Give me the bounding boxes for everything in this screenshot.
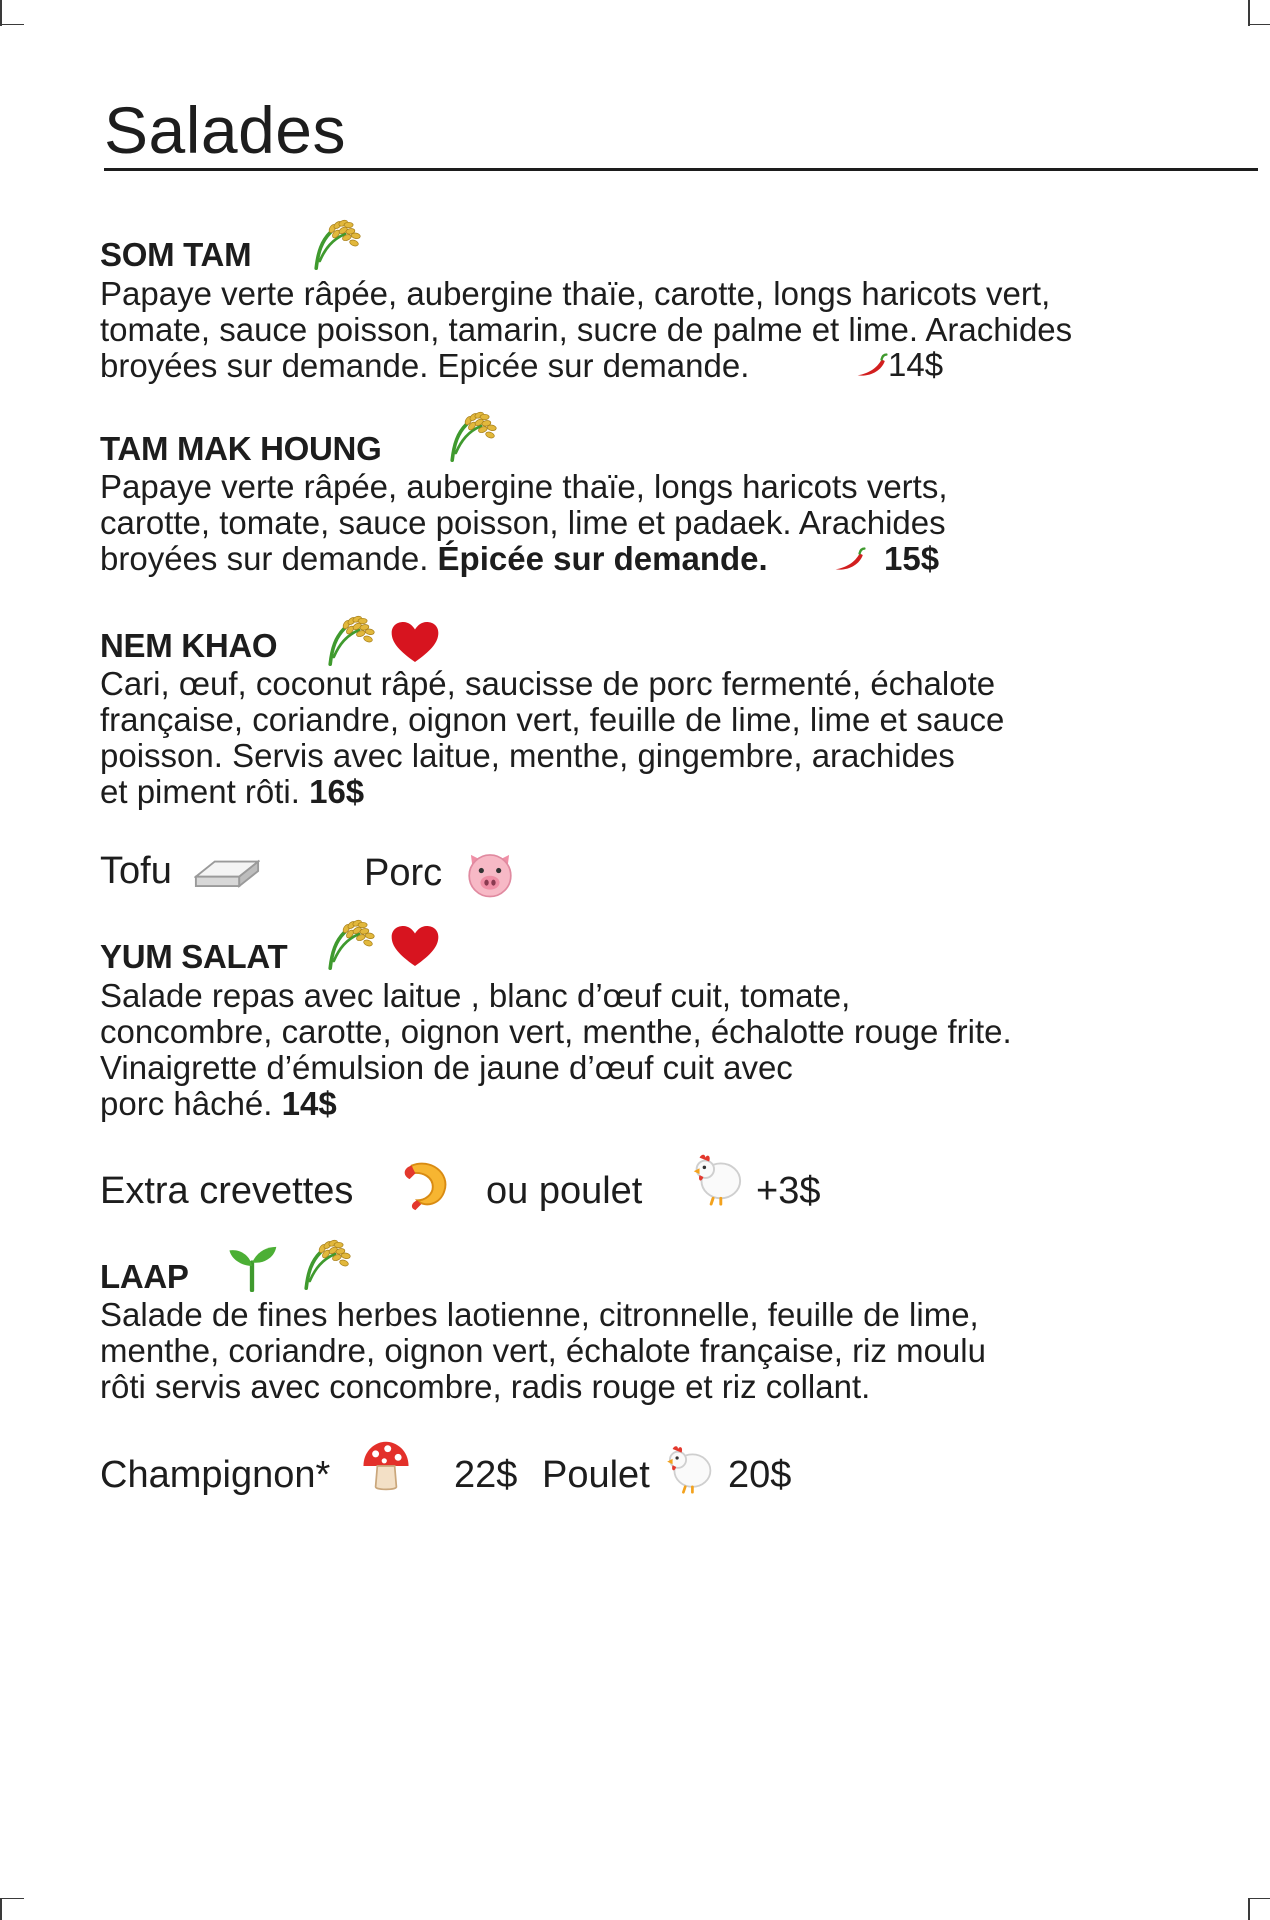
- pig-icon: [464, 848, 516, 900]
- extra-label: Extra crevettes: [100, 1170, 354, 1212]
- option-champignon-price: 22$: [454, 1454, 518, 1496]
- crop-mark-top-right-h: [1248, 24, 1270, 25]
- crop-mark-top-right: [1248, 0, 1250, 26]
- desc-line: Salade de fines herbes laotienne, citronnelle, feuille de lime,: [100, 1296, 979, 1333]
- option-poulet-price: 20$: [728, 1454, 792, 1496]
- extra-connector: ou poulet: [486, 1170, 643, 1212]
- item-name-nem-khao: NEM KHAO: [100, 627, 278, 664]
- desc-line: porc hâché.: [100, 1085, 273, 1122]
- spicy-note: Épicée sur demande.: [437, 540, 768, 577]
- tofu-icon: [194, 852, 260, 890]
- desc-line: française, coriandre, oignon vert, feuille de lime, lime et sauce: [100, 701, 1005, 738]
- chicken-icon: [686, 1148, 744, 1206]
- item-desc-tam-mak-houng: [100, 469, 948, 577]
- item-price-yum-salat: 14$: [281, 1085, 337, 1122]
- page-title: Salades: [104, 93, 347, 167]
- option-tofu: Tofu: [100, 850, 172, 892]
- desc-line: et piment rôti.: [100, 773, 300, 810]
- desc-line: broyées sur demande. Epicée sur demande.: [100, 347, 750, 384]
- item-name-som-tam: SOM TAM: [100, 236, 252, 273]
- heart-icon: [390, 620, 440, 664]
- rice-icon: [308, 216, 364, 270]
- title-divider: [104, 168, 1258, 171]
- item-name-laap: LAAP: [100, 1258, 189, 1295]
- sprout-icon: [226, 1240, 278, 1292]
- option-champignon: Champignon*: [100, 1454, 331, 1496]
- desc-line: Vinaigrette d’émulsion de jaune d’œuf cuit avec: [100, 1049, 793, 1086]
- crop-mark-bottom-left-h: [0, 1898, 24, 1899]
- crop-mark-bottom-left: [0, 1898, 2, 1920]
- desc-line: Cari, œuf, coconut râpé, saucisse de porc fermenté, échalote: [100, 665, 996, 702]
- option-porc: Porc: [364, 852, 443, 894]
- mushroom-icon: [360, 1440, 412, 1492]
- item-desc-yum-salat: [100, 978, 1012, 1122]
- heart-icon: [390, 924, 440, 968]
- desc-line: menthe, coriandre, oignon vert, échalote française, riz moulu: [100, 1332, 986, 1369]
- item-desc-nem-khao: [100, 666, 1004, 810]
- option-poulet: Poulet: [542, 1454, 650, 1496]
- rice-icon: [322, 916, 378, 970]
- rice-icon: [298, 1236, 354, 1290]
- item-price-som-tam: 14$: [888, 346, 944, 383]
- item-desc-laap: [100, 1297, 986, 1405]
- item-name-yum-salat: YUM SALAT: [100, 938, 288, 975]
- chili-icon: [856, 352, 888, 378]
- desc-line: concombre, carotte, oignon vert, menthe, échalotte rouge frite.: [100, 1013, 1012, 1050]
- desc-line: Papaye verte râpée, aubergine thaïe, carotte, longs haricots vert,: [100, 275, 1051, 312]
- desc-line: broyées sur demande.: [100, 540, 429, 577]
- crop-mark-bottom-right-h: [1248, 1898, 1270, 1899]
- item-price-nem-khao: 16$: [309, 773, 365, 810]
- chili-icon: [834, 546, 866, 572]
- rice-icon: [322, 612, 378, 666]
- crop-mark-top-left-h: [0, 24, 24, 25]
- crop-mark-bottom-right: [1248, 1898, 1250, 1920]
- extra-price: +3$: [756, 1170, 821, 1212]
- desc-line: tomate, sauce poisson, tamarin, sucre de palme et lime. Arachides: [100, 311, 1073, 348]
- desc-line: carotte, tomate, sauce poisson, lime et padaek. Arachides: [100, 504, 946, 541]
- chicken-icon: [660, 1440, 714, 1494]
- desc-line: Salade repas avec laitue , blanc d’œuf cuit, tomate,: [100, 977, 851, 1014]
- crop-mark-top-left: [0, 0, 2, 26]
- desc-line: rôti servis avec concombre, radis rouge et riz collant.: [100, 1368, 871, 1405]
- desc-line: poisson. Servis avec laitue, menthe, gingembre, arachides: [100, 737, 955, 774]
- item-name-tam-mak-houng: TAM MAK HOUNG: [100, 430, 382, 467]
- shrimp-icon: [398, 1154, 456, 1212]
- rice-icon: [444, 408, 500, 462]
- desc-line: Papaye verte râpée, aubergine thaïe, longs haricots verts,: [100, 468, 948, 505]
- item-price-tam-mak-houng: 15$: [884, 540, 940, 577]
